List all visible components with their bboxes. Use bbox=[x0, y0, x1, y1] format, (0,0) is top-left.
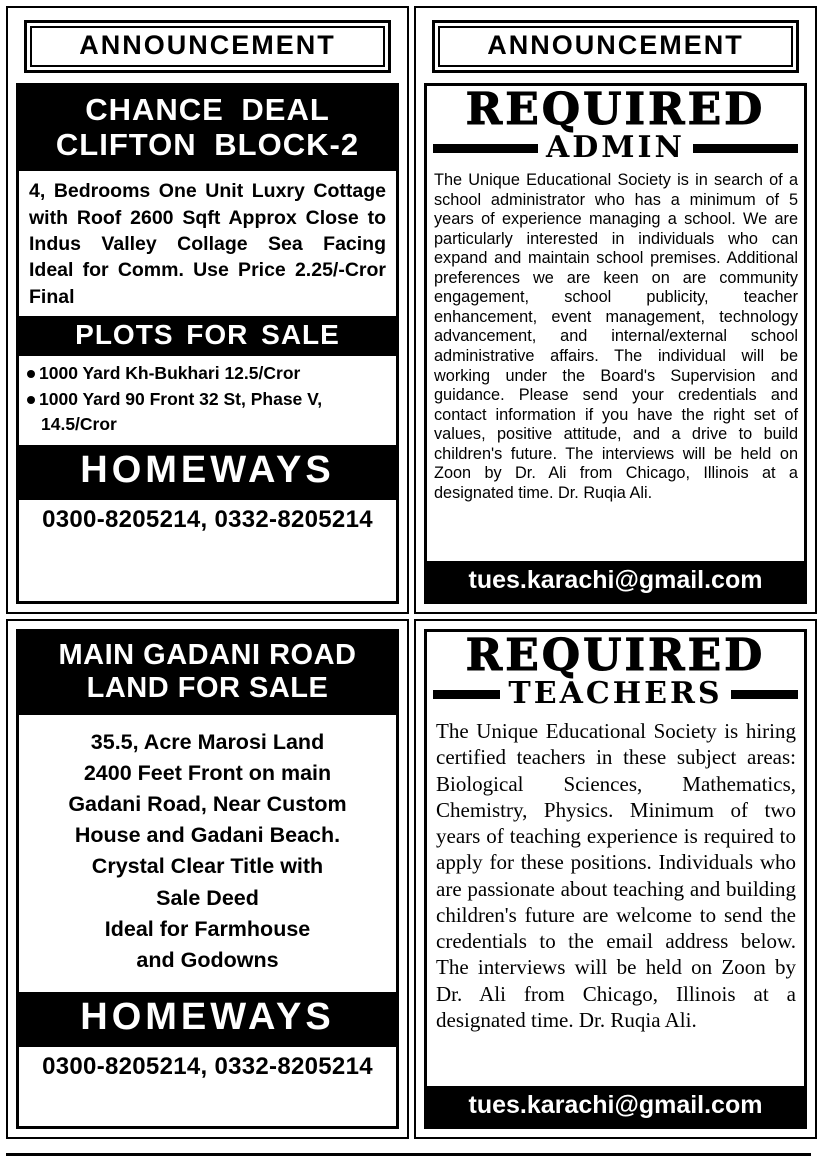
chance-deal-box bbox=[16, 83, 399, 604]
required-teachers-box bbox=[424, 629, 807, 1129]
required-teachers-body: The Unique Educational Society is hiring certified teachers in these subject areas: Biological Sciences, Mathematics, Chemistry, Physics. Minimum of two years of teaching experience is required to apply for these positions. Individuals who are passionate about teaching and building children's future are welcome to send the credentials to the email address below. The interviews will be held on Zoon by Dr. Ali from Chicago, Illinois at a designated time. Dr. Ruqia Ali. bbox=[436, 719, 796, 1032]
required-teachers-subtitle-row bbox=[427, 676, 804, 713]
ads-grid bbox=[6, 6, 811, 1139]
dash-right-icon bbox=[693, 144, 798, 153]
dash-left-icon bbox=[433, 144, 538, 153]
gadani-land-body bbox=[19, 715, 396, 988]
required-admin-subtitle-row bbox=[427, 130, 804, 167]
chance-deal-title-line2: CLIFTON BLOCK-2 bbox=[55, 126, 360, 162]
chance-deal-title bbox=[19, 86, 396, 171]
homeways-brand: HOMEWAYS bbox=[19, 445, 396, 500]
plot-item-2: 14.5/Cror bbox=[41, 414, 117, 435]
list-item bbox=[27, 388, 390, 412]
gadani-land-phones: 0300-8205214, 0332-8205214 bbox=[42, 1053, 373, 1081]
plot-item-0: 1000 Yard Kh-Bukhari 12.5/Cror bbox=[39, 363, 301, 383]
bullet-icon bbox=[27, 370, 35, 378]
gadani-body-line-4: Crystal Clear Title with bbox=[91, 854, 324, 879]
ad-gadani-land bbox=[6, 619, 409, 1139]
required-admin-box bbox=[424, 83, 807, 604]
gadani-title-line1: MAIN GADANI ROAD bbox=[58, 639, 357, 671]
chance-deal-title-line1: CHANCE DEAL bbox=[85, 92, 330, 127]
required-admin-body: The Unique Educational Society is in search of a school administrator who has a minimum of 5 years of experience managing a school. We are particularly interested in individuals who can expand and maintain school premises. Additional preferences we are keen on are community engagement, school publicity, teacher enhancement, event management, technology advancement, and internal/external school administrative affairs. The individual will be working under the Board's Supervision and guidance. Please send your credentials and contact information if you have the right set of values, positive attitude, and a drive to build children's future. The interviews will be held on Zoon by Dr. Ali from Chicago, Illinois at a designated time. Dr. Ruqia Ali. bbox=[434, 171, 798, 502]
required-teachers-title: REQUIRED bbox=[465, 630, 766, 681]
chance-deal-phones: 0300-8205214, 0332-8205214 bbox=[42, 505, 373, 533]
dash-left-icon bbox=[433, 690, 500, 699]
bullet-icon bbox=[27, 396, 35, 404]
gadani-body-line-3: House and Gadani Beach. bbox=[74, 823, 341, 848]
gadani-body-line-1: 2400 Feet Front on main bbox=[83, 760, 332, 785]
dash-right-icon bbox=[731, 690, 798, 699]
plot-list bbox=[19, 356, 396, 441]
plots-for-sale-heading: PLOTS FOR SALE bbox=[19, 316, 396, 356]
gadani-body-line-2: Gadani Road, Near Custom bbox=[68, 792, 347, 817]
required-teachers-subtitle: TEACHERS bbox=[508, 676, 723, 712]
announcement-banner-right bbox=[432, 20, 799, 73]
gadani-land-box bbox=[16, 629, 399, 1129]
announcement-banner-left bbox=[24, 20, 391, 73]
plot-item-1: 1000 Yard 90 Front 32 St, Phase V, bbox=[39, 388, 323, 409]
gadani-body-line-5: Sale Deed bbox=[156, 885, 259, 910]
gadani-land-title bbox=[19, 632, 396, 715]
ad-chance-deal bbox=[6, 6, 409, 614]
ad-required-teachers bbox=[414, 619, 817, 1139]
chance-deal-body: 4, Bedrooms One Unit Luxry Cottage with Roof 2600 Sqft Approx Close to Indus Valley Collage Sea Facing Ideal for Comm. Use Price 2.25/-Cror Final bbox=[29, 180, 386, 308]
announcement-label-right: ANNOUNCEMENT bbox=[438, 26, 793, 67]
page-bottom-rule bbox=[6, 1153, 811, 1156]
gadani-title-line2: LAND FOR SALE bbox=[86, 672, 329, 705]
gadani-body-line-7: and Godowns bbox=[136, 947, 279, 972]
required-teachers-email[interactable]: tues.karachi@gmail.com bbox=[427, 1086, 804, 1126]
gadani-body-line-6: Ideal for Farmhouse bbox=[104, 916, 311, 941]
list-item bbox=[27, 362, 390, 386]
required-admin-email[interactable]: tues.karachi@gmail.com bbox=[427, 561, 804, 601]
homeways-brand: HOMEWAYS bbox=[19, 992, 396, 1047]
list-item bbox=[27, 413, 390, 437]
announcement-label-left: ANNOUNCEMENT bbox=[30, 26, 385, 67]
required-admin-subtitle: ADMIN bbox=[546, 130, 685, 166]
required-admin-title: REQUIRED bbox=[465, 84, 766, 135]
gadani-body-line-0: 35.5, Acre Marosi Land bbox=[90, 729, 325, 754]
ad-required-admin bbox=[414, 6, 817, 614]
